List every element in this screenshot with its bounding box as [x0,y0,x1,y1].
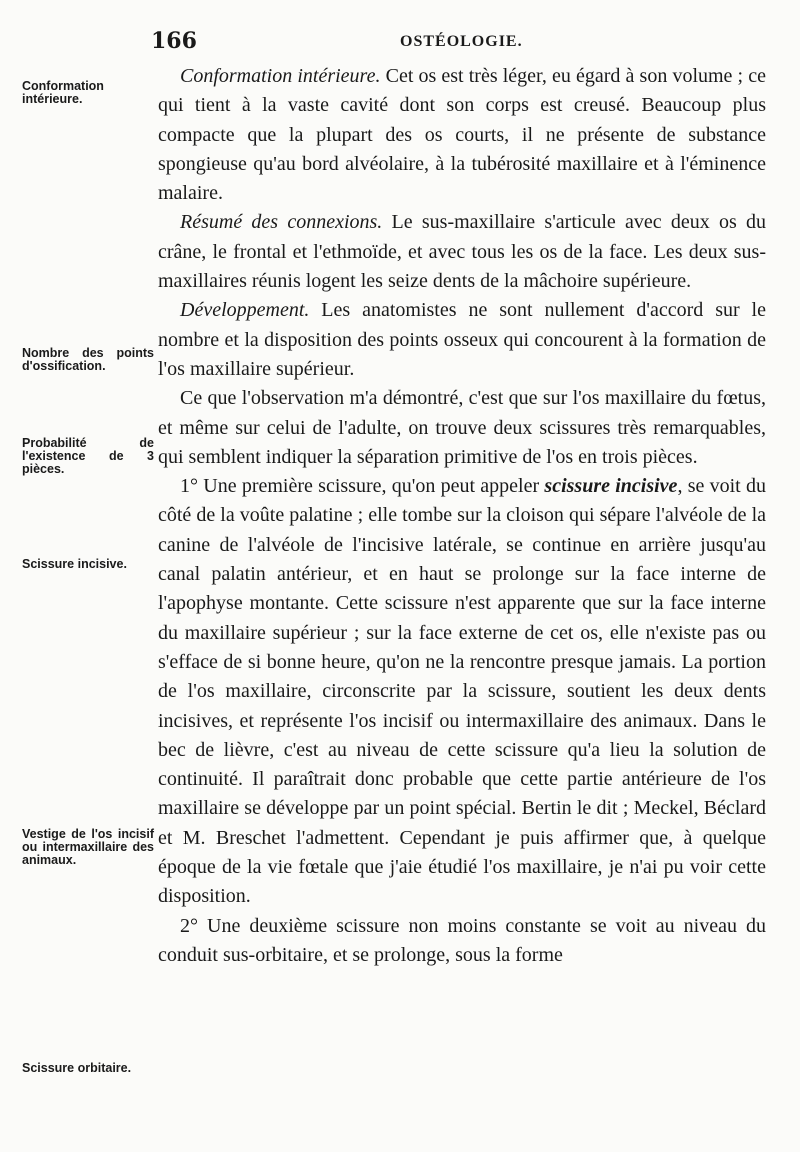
running-title: OSTÉOLOGIE. [400,33,523,50]
paragraph-developpement [158,296,766,384]
paragraph-conformation [158,62,766,208]
paragraph-text: Les anatomistes ne sont nullement d'accord sur le nombre et la disposition des points osseux qui concourent à la formation de l'os maxillaire supérieur. [158,299,766,380]
paragraph-text: 1° Une première scissure, qu'on peut appeler [180,475,545,498]
paragraph-text: 2° Une deuxième scissure non moins constante se voit au niveau du conduit sus-orbitaire, et se prolonge, sous la forme [158,914,766,966]
margin-note-incisive-bone: Vestige de l'os incisif ou intermaxillaire des animaux. [22,827,154,867]
paragraph-text: , se voit du côté de la voûte palatine ; elle tombe sur la cloison qui sépare l'alvéole de la canine de l'alvéole de l'incisive latérale, se continue en arrière jusqu'au canal palatin antérieur, et en haut se prolonge sur la face interne de l'apophyse montante. Cette scissure n'est apparente que sur la face interne du maxillaire supérieur ; sur la face externe de cet os, elle n'existe pas ou s'efface de si bonne heure, qu'on ne la rencontre presque jamais. La portion de l'os maxillaire, circonscrite par la scissure, soutient les deux dents incisives, et représente l'os incisif ou intermaxillaire des animaux. Dans le bec de lièvre, c'est au niveau de cette scissure qu'a lieu la solution de continuité. Il paraîtrait donc probable que cette partie antérieure de l'os maxillaire se développe par un point spécial. Bertin le dit ; Meckel, Béclard et M. Breschet l'admettent. Cependant je puis affirmer que, à quelque époque de la vie fœtale que j'aie étudié l'os maxillaire, je n'ai pu voir cette disposition. [158,475,767,908]
margin-note-conformation: Conformation intérieure. [22,79,104,106]
paragraph-connexions [158,208,766,296]
paragraph-second-fissure [158,912,766,971]
paragraph-heading: Développement. [180,299,310,322]
margin-note-incisive-fissure: Scissure incisive. [22,557,127,571]
paragraph-text: Ce que l'observation m'a démontré, c'est que sur l'os maxillaire du fœtus, et même sur celui de l'adulte, on trouve deux scissures très remarquables, qui semblent indiquer la séparation primitive de l'os en trois pièces. [158,387,766,468]
paragraph-text: Cet os est très léger, eu égard à son volume ; ce qui tient à la vaste cavité dont son corps est creusé. Beaucoup plus compacte que la plupart des os courts, il ne présente de substance spongieuse qu'au bord alvéolaire, à la tubérosité maxillaire et à l'éminence malaire. [158,65,766,205]
body-text [158,62,766,970]
paragraph-heading: Résumé des connexions. [180,211,383,234]
paragraph-term: scissure incisive [544,475,678,498]
paragraph-first-fissure [158,472,766,911]
margin-note-three-pieces: Probabilité de l'existence de 3 pièces. [22,436,154,476]
margin-note-ossification-points: Nombre des points d'ossification. [22,346,154,373]
paragraph-observation [158,384,766,472]
margin-note-orbital-fissure: Scissure orbitaire. [22,1061,132,1075]
page-number: 166 [151,28,197,54]
paragraph-heading: Conformation intérieure. [180,65,381,87]
paragraph-text: Le sus-maxillaire s'articule avec deux os du crâne, le frontal et l'ethmoïde, et avec tous les os de la face. Les deux sus-maxillaires réunis logent les seize dents de la mâchoire supérieure. [158,211,766,293]
page-header [145,28,765,56]
